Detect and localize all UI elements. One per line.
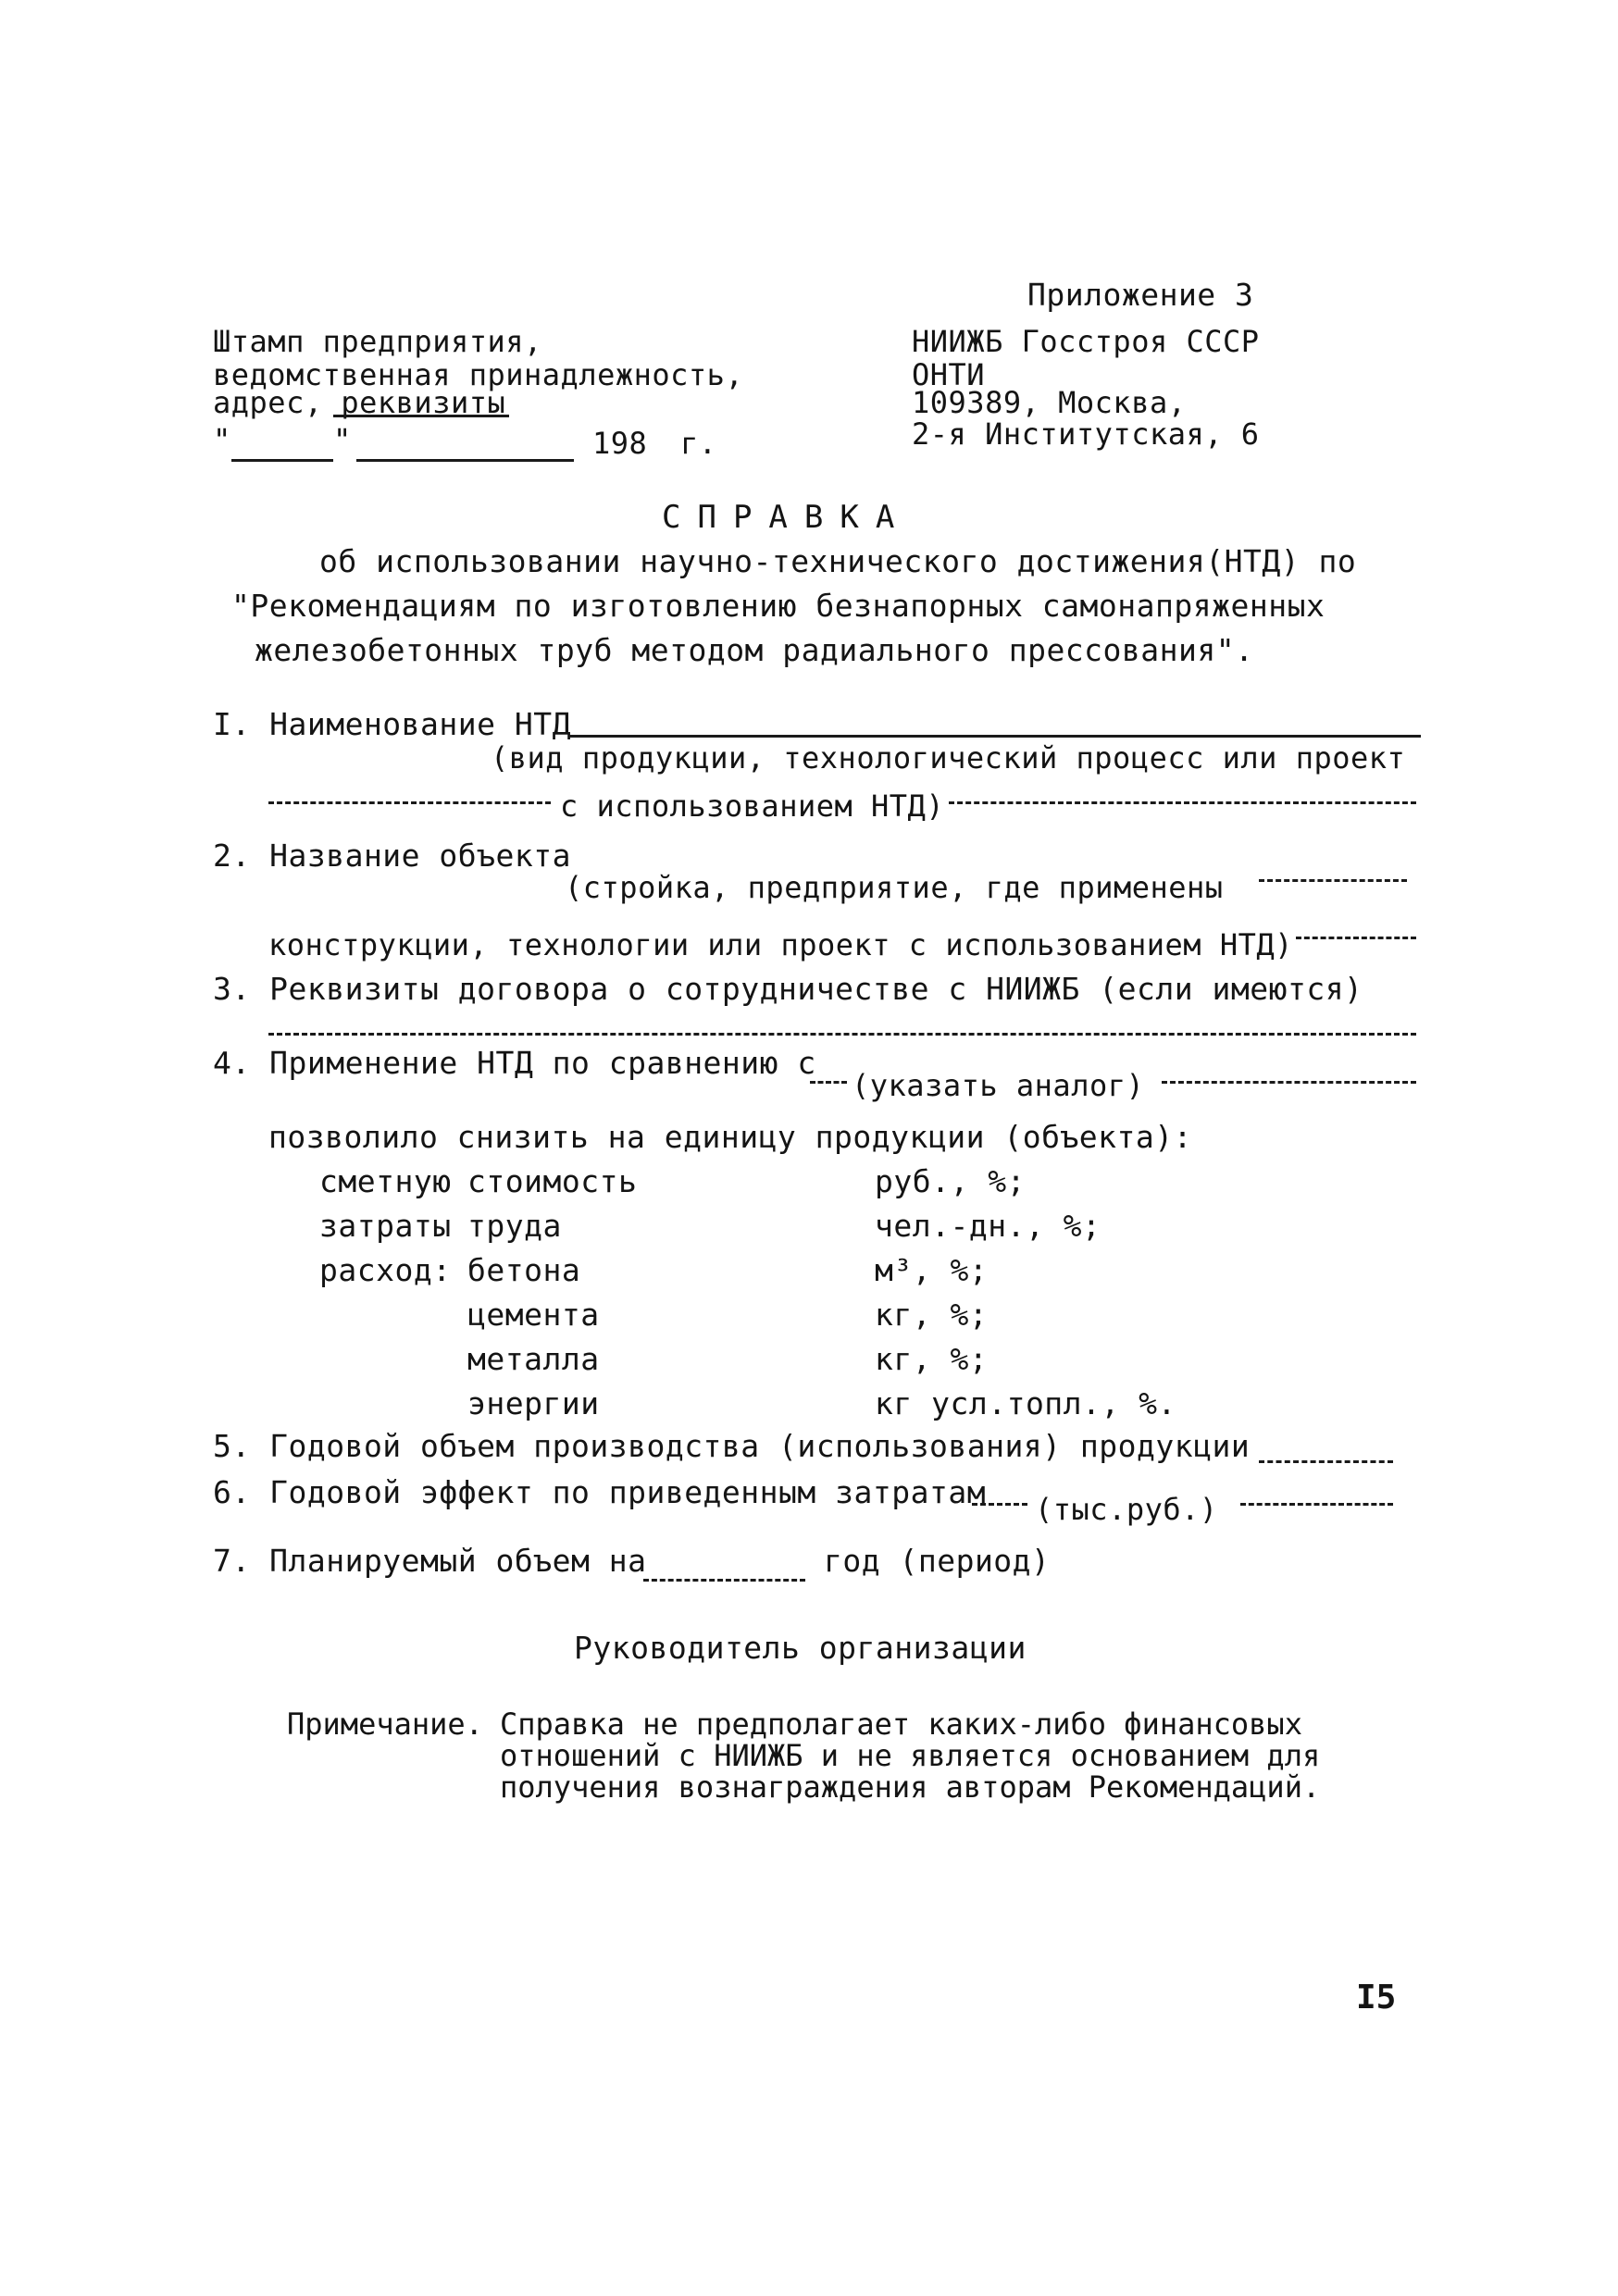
item-7-dashes <box>643 1579 805 1582</box>
saving-name: энергии <box>467 1385 600 1421</box>
item-2-dashes-2 <box>1296 937 1416 939</box>
item-6-label: 6. Годовой эффект по приведенным затратам <box>213 1474 987 1510</box>
saving-unit: руб., %; <box>875 1163 1026 1199</box>
stamp-line-1: Штамп предприятия, <box>213 324 542 359</box>
saving-unit: кг, %; <box>875 1341 989 1377</box>
item-5-dashes <box>1259 1460 1393 1463</box>
item-1-dashes-left <box>268 801 551 804</box>
saving-unit: кг, %; <box>875 1297 989 1333</box>
item-2-dashes-1 <box>1259 879 1407 882</box>
item-1-hint-2: с использованием НТД) <box>560 788 945 824</box>
date-day-blank <box>231 459 333 462</box>
saving-name: труда <box>467 1208 562 1244</box>
stamp-line-2: ведомственная принадлежность, <box>213 357 744 392</box>
page-number: I5 <box>1356 1979 1397 2017</box>
saving-unit: м³, %; <box>875 1252 989 1288</box>
stamp-line-3: адрес, реквизиты <box>213 385 506 420</box>
date-year-suffix: г. <box>680 426 717 461</box>
item-3-dashes <box>268 1033 1416 1036</box>
item-1-label: I. Наименование НТД <box>213 706 571 742</box>
address-line-2: ОНТИ <box>912 357 986 392</box>
saving-left: расход: <box>319 1252 452 1288</box>
item-5-label: 5. Годовой объем производства (использования) продукции <box>213 1428 1251 1464</box>
item-4-hint: (указать аналог) <box>852 1068 1145 1103</box>
item-7-suffix: год (период) <box>824 1543 1051 1579</box>
saving-unit: чел.-дн., %; <box>875 1208 1101 1244</box>
subtitle-line-2: "Рекомендациям по изготовлению безнапорных самонапряженных <box>231 588 1326 624</box>
note-line-3: получения вознаграждения авторам Рекомендаций. <box>500 1769 1321 1805</box>
document-title: СПРАВКА <box>662 499 912 536</box>
item-1-fill-line <box>569 735 1421 738</box>
address-line-1: НИИЖБ Госстроя СССР <box>912 324 1260 359</box>
date-month-blank <box>356 459 574 462</box>
item-6-hint: (тыс.руб.) <box>1035 1492 1218 1527</box>
date-quote-close: " <box>333 422 352 457</box>
address-line-4: 2-я Институтская, 6 <box>912 416 1260 452</box>
note-line-2: отношений с НИИЖБ и не является основанием для <box>500 1738 1321 1773</box>
item-6-dash-short <box>972 1503 1027 1506</box>
item-7-label: 7. Планируемый объем на <box>213 1543 647 1579</box>
saving-left: затраты <box>319 1208 452 1244</box>
address-line-3: 109389, Москва, <box>912 385 1187 420</box>
subtitle-line-1: об использовании научно-технического достижения(НТД) по <box>319 543 1357 579</box>
item-4-dashes-right <box>1162 1081 1416 1084</box>
stamp-underline <box>333 415 509 417</box>
appendix-label: Приложение 3 <box>1027 277 1254 313</box>
saving-name: бетона <box>467 1252 581 1288</box>
saving-unit: кг усл.топл., %. <box>875 1385 1176 1421</box>
item-4-text: позволило снизить на единицу продукции (объекта): <box>268 1119 1193 1155</box>
item-3-label: 3. Реквизиты договора о сотрудничестве с НИИЖБ (если имеются) <box>213 971 1363 1007</box>
item-2-label: 2. Название объекта <box>213 838 571 874</box>
item-1-hint-1: (вид продукции, технологический процесс или проект <box>491 740 1406 776</box>
item-1-dashes-right <box>949 801 1416 804</box>
date-year: 198 <box>592 426 648 461</box>
subtitle-line-3: железобетонных труб методом радиального прессования". <box>255 632 1254 668</box>
saving-name: металла <box>467 1341 600 1377</box>
saving-left: сметную <box>319 1163 452 1199</box>
date-quote-open: " <box>213 422 231 457</box>
saving-name: цемента <box>467 1297 600 1333</box>
note-label: Примечание. <box>287 1706 483 1742</box>
item-2-hint-2: конструкции, технологии или проект с использованием НТД) <box>268 927 1293 962</box>
item-4-dash-short <box>810 1081 847 1084</box>
head-of-organization: Руководитель организации <box>574 1630 1027 1666</box>
item-4-label: 4. Применение НТД по сравнению с <box>213 1045 816 1081</box>
saving-name: стоимость <box>467 1163 638 1199</box>
note-line-1: Справка не предполагает каких-либо финансовых <box>500 1706 1302 1742</box>
item-6-dashes-right <box>1240 1503 1393 1506</box>
item-2-hint-1: (стройка, предприятие, где применены <box>565 870 1224 905</box>
